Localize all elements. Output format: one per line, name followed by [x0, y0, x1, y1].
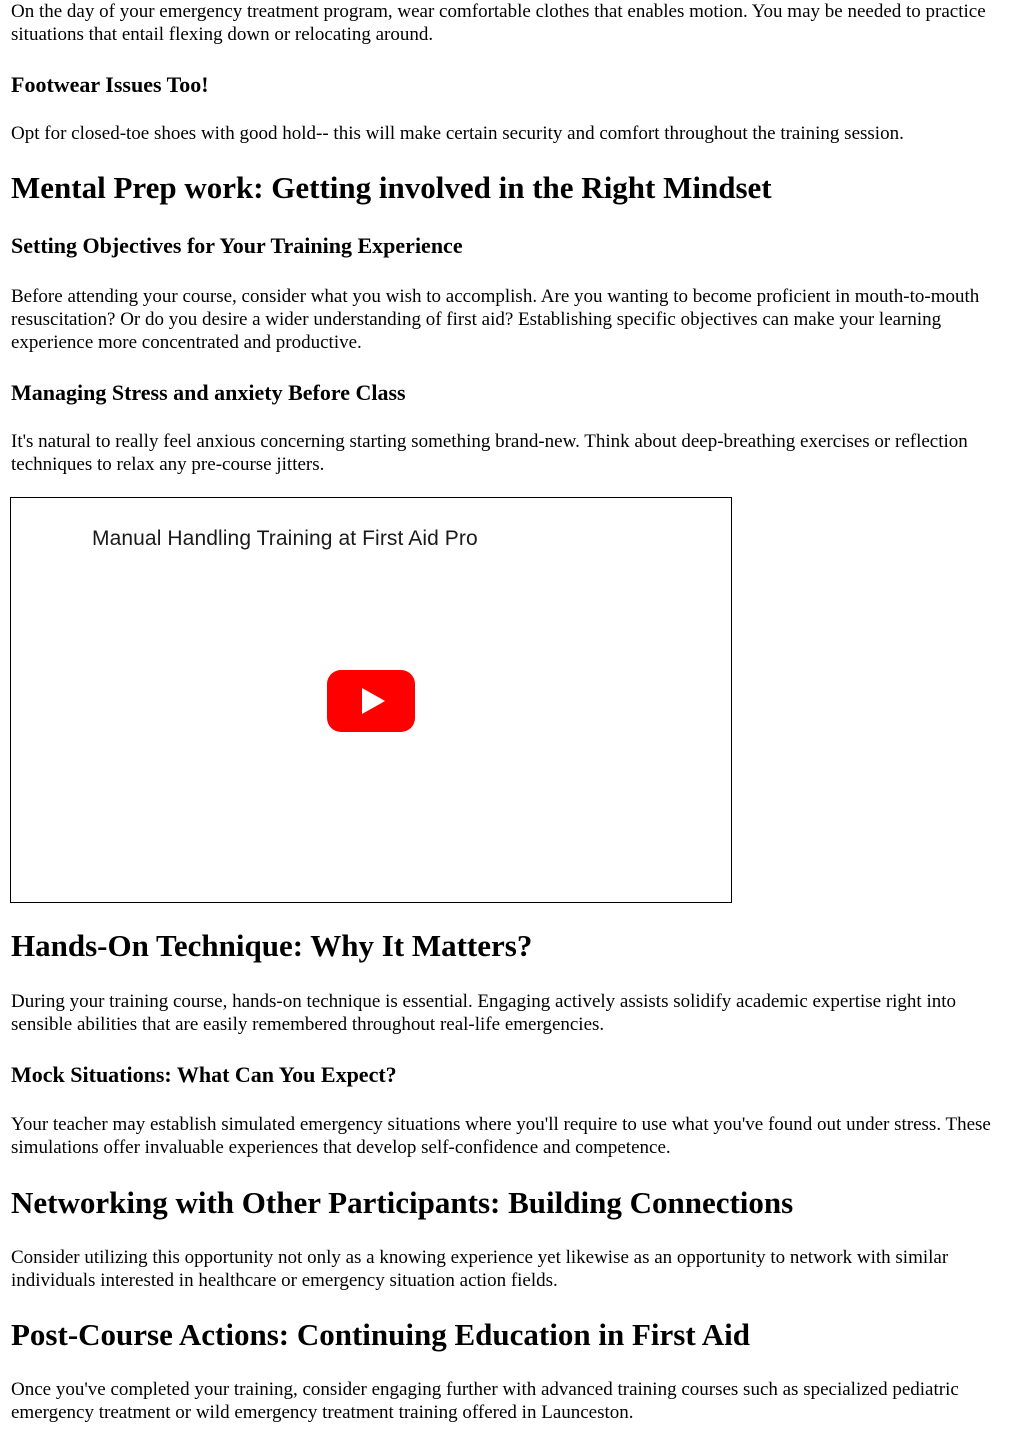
stress-paragraph: It's natural to really feel anxious concerning starting something brand-new. Think about deep-breathing exercises or reflection techniques to relax any pre-course jitters. [11, 431, 968, 475]
embedded-video[interactable] [10, 497, 732, 903]
mock-heading: Mock Situations: What Can You Expect? [11, 1062, 397, 1087]
networking-paragraph: Consider utilizing this opportunity not only as a knowing experience yet likewise as an opportunity to network with similar individuals interested in healthcare or emergency situation action fields. [11, 1247, 949, 1291]
post-course-heading: Post-Course Actions: Continuing Education in First Aid [11, 1317, 750, 1352]
objectives-heading: Setting Objectives for Your Training Experience [11, 233, 463, 258]
footwear-paragraph: Opt for closed-toe shoes with good hold-- this will make certain security and comfort throughout the training session. [11, 123, 904, 144]
intro-paragraph: On the day of your emergency treatment program, wear comfortable clothes that enables motion. You may be needed to practice situations that entail flexing down or relocating around. [11, 1, 986, 45]
hands-on-paragraph: During your training course, hands-on technique is essential. Engaging actively assists solidify academic expertise right into sensible abilities that are easily remembered throughout real-life emergencies. [11, 991, 957, 1035]
mental-prep-heading: Mental Prep work: Getting involved in the Right Mindset [11, 170, 772, 205]
stress-heading: Managing Stress and anxiety Before Class [11, 380, 406, 405]
video-title[interactable]: Manual Handling Training at First Aid Pro [92, 527, 478, 550]
mock-paragraph: Your teacher may establish simulated emergency situations where you'll require to use what you've found out under stress. These simulations offer invaluable experiences that develop self-confidence and competence. [11, 1114, 991, 1158]
objectives-paragraph: Before attending your course, consider what you wish to accomplish. Are you wanting to become proficient in mouth-to-mouth resuscitation? Or do you desire a wider understanding of first aid? Establishing specific objectives can make your learning experience more concentrated and productive. [11, 286, 980, 353]
networking-heading: Networking with Other Participants: Building Connections [11, 1185, 794, 1220]
footwear-heading: Footwear Issues Too! [11, 72, 209, 97]
play-icon [327, 670, 415, 732]
post-course-paragraph: Once you've completed your training, consider engaging further with advanced training courses such as specialized pediatric emergency treatment or wild emergency treatment training offered in Launceston. [11, 1379, 959, 1423]
play-button[interactable] [327, 670, 415, 732]
hands-on-heading: Hands-On Technique: Why It Matters? [11, 928, 533, 963]
